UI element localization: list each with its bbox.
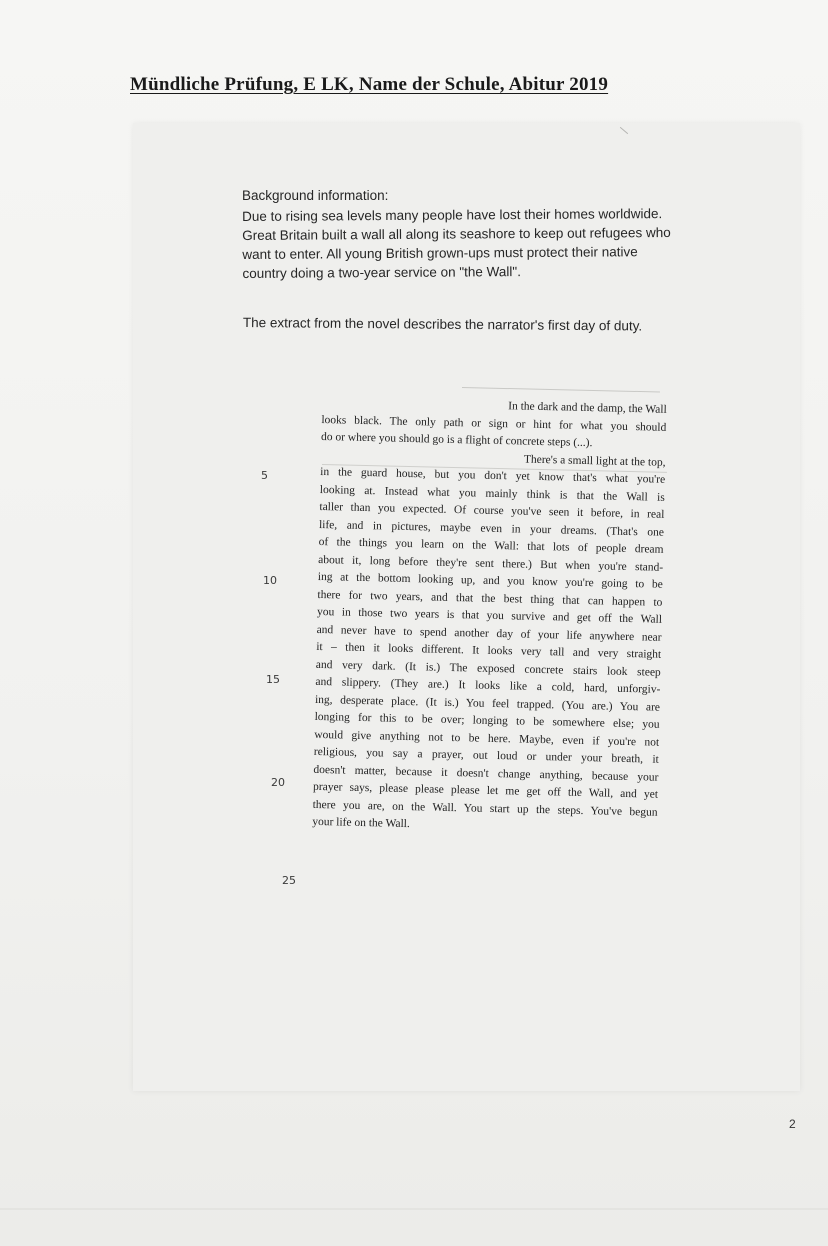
excerpt-line: there you are, on the Wall. You start up the steps. You've begun — [312, 798, 658, 819]
line-number: 15 — [266, 673, 280, 686]
excerpt-line: and slippery. (They are.) It looks like a cold, hard, unforgiv- — [315, 675, 661, 696]
extract-intro: The extract from the novel describes the narrator's first day of duty. — [242, 315, 643, 334]
excerpt-line: would give anything not to be here. Maybe, even if you're not — [314, 728, 660, 749]
scan-edge — [0, 1208, 828, 1210]
excerpt-line: your life on the Wall. — [312, 815, 410, 831]
excerpt-line: ing, desperate place. (It is.) You feel trapped. (You are.) You are — [314, 693, 661, 714]
excerpt-line: about it, long before they're sent there.) But when you're stand- — [318, 553, 664, 574]
background-text — [242, 204, 723, 283]
excerpt-line: In the dark and the damp, the Wall — [508, 400, 667, 416]
excerpt-line: it – then it looks different. It looks very tall and very straight — [316, 640, 662, 661]
page-number: 2 — [789, 1117, 796, 1131]
line-number: 25 — [282, 874, 296, 887]
novel-excerpt — [312, 394, 667, 839]
line-number: 20 — [271, 776, 285, 789]
excerpt-line: taller than you expected. Of course you've seen it before, in real — [319, 500, 665, 521]
excerpt-line: longing for this to be over; longing to be somewhere else; you — [314, 710, 660, 731]
excerpt-line: looks black. The only path or sign or hint for what you should — [321, 413, 667, 434]
excerpt-line: looking at. Instead what you mainly think is that the Wall is — [319, 483, 665, 504]
background-line: country doing a two-year service on "the Wall". — [242, 264, 521, 281]
excerpt-line: ing at the bottom looking up, and you know you're going to be — [317, 570, 663, 591]
background-line: want to enter. All young British grown-ups must protect their native — [242, 244, 638, 262]
excerpt-line: religious, you say a prayer, out loud or under your breath, it — [313, 745, 659, 766]
excerpt-line: There's a small light at the top, — [523, 453, 666, 469]
excerpt-line: you in those two years is that you survive and get off the Wall — [316, 605, 663, 626]
excerpt-line: in the guard house, but you don't yet know that's what you're — [320, 465, 666, 486]
excerpt-line: do or where you should go is a flight of concrete steps (...). — [320, 430, 593, 450]
excerpt-line: prayer says, please please please let me get off the Wall, and yet — [312, 780, 659, 801]
excerpt-line: life, and in pictures, maybe even in your dreams. (That's one — [318, 518, 665, 539]
line-number: 5 — [261, 469, 268, 482]
excerpt-line: and never have to spend another day of your life anywhere near — [316, 623, 662, 644]
excerpt-line: doesn't matter, because it doesn't change anything, because your — [313, 763, 659, 784]
exam-header: Mündliche Prüfung, E LK, Name der Schule, Abitur 2019 — [130, 74, 609, 95]
background-line: Great Britain built a wall all along its seashore to keep out refugees who — [242, 225, 671, 243]
line-number: 10 — [263, 574, 277, 587]
background-title: Background information: — [242, 188, 389, 203]
excerpt-line: and very dark. (It is.) The exposed concrete stairs look steep — [315, 658, 661, 679]
excerpt-line: of the things you learn on the Wall: that lots of people dream — [318, 535, 664, 556]
excerpt-line: there for two years, and that the best thing that can happen to — [317, 588, 663, 609]
background-line: Due to rising sea levels many people have lost their homes worldwide. — [242, 206, 663, 224]
